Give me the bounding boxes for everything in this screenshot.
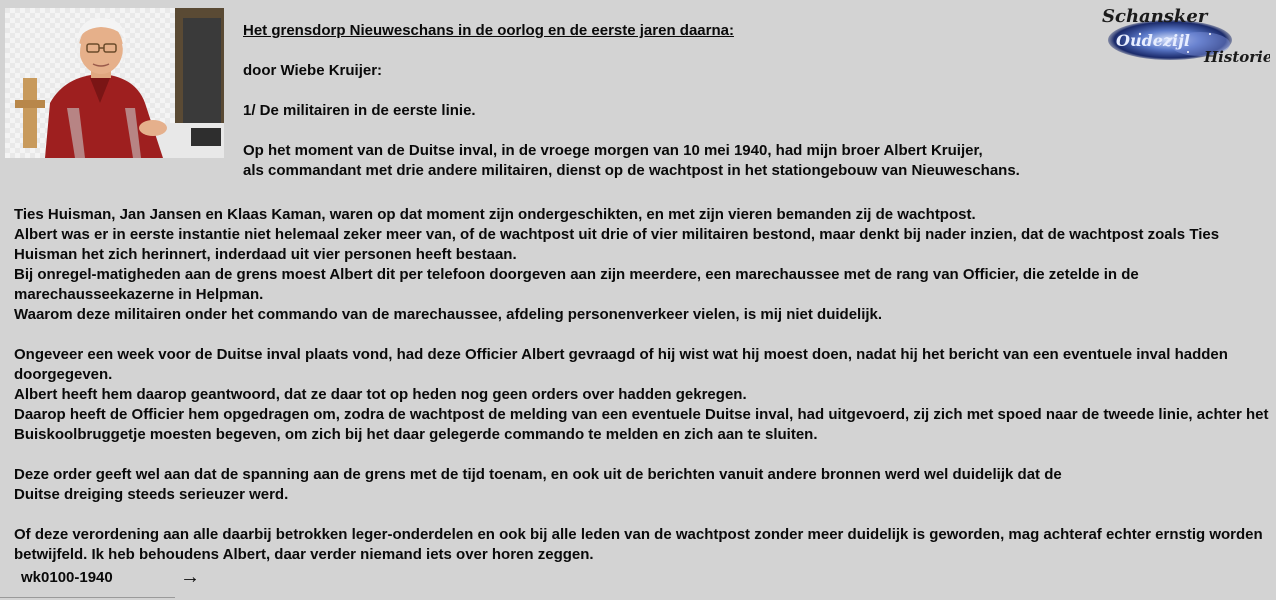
article-body — [14, 205, 1269, 565]
section-heading: 1/ De militairen in de eerste linie. — [243, 102, 476, 119]
paragraph-line: Albert heeft hem daarop geantwoord, dat ze daar tot op heden nog geen orders over hadden gekregen. — [14, 386, 747, 403]
right-arrow-icon[interactable]: → — [180, 566, 200, 588]
intro-line-1: Op het moment van de Duitse inval, in de vroege morgen van 10 mei 1940, had mijn broer Albert Kruijer, — [243, 142, 983, 159]
author-photo-drawing — [5, 8, 224, 158]
paragraph-line: Ongeveer een week voor de Duitse inval plaats vond, had deze Officier Albert gevraagd of hij wist wat hij moest doen, nadat hij het bericht van een eventuele inval hadden doorgegeven. — [14, 346, 1228, 383]
intro-line-2: als commandant met drie andere militairen, dienst op de wachtpost in het stationgebouw van Nieuweschans. — [243, 162, 1020, 179]
paragraph-line: Daarop heeft de Officier hem opgedragen om, zodra de wachtpost de melding van een eventuele Duitse inval, had uitgevoerd, zij zich met spoed naar de tweede linie, achter het Buiskoolbruggetje moesten begeven, om zich bij het daar gelegerde commando te melden en zich aan te sluiten. — [14, 406, 1269, 443]
paragraph-line: Duitse dreiging steeds serieuzer werd. — [14, 486, 289, 503]
article-title: Het grensdorp Nieuweschans in de oorlog en de eerste jaren daarna: — [243, 22, 734, 39]
page-footer — [21, 568, 321, 588]
paragraph-line: Deze order geeft wel aan dat de spanning aan de grens met de tijd toenam, en ook uit de berichten vanuit andere bronnen werd wel duidelijk dat de — [14, 466, 1062, 483]
paragraph-line: Ties Huisman, Jan Jansen en Klaas Kaman, waren op dat moment zijn ondergeschikten, en met zijn vieren bemanden zij de wachtpost. — [14, 206, 976, 223]
paragraph-line: Bij onregel-matigheden aan de grens moest Albert dit per telefoon doorgeven aan zijn meerdere, een marechaussee met de rang van Officier, die zetelde in de marechausseekazerne in Helpman. — [14, 266, 1139, 303]
divider — [0, 597, 175, 598]
author-photo — [5, 8, 224, 158]
paragraph-line: Albert was er in eerste instantie niet helemaal zeker meer van, of de wachtpost uit drie of vier militairen bestond, maar denkt bij nader inzien, dat de wachtpost zoals Ties Huisman het zich herinnert, inderdaad uit vier personen heeft bestaan. — [14, 226, 1220, 263]
page-code: wk0100-1940 — [21, 569, 113, 586]
logo-text-1: Schansker — [1102, 6, 1208, 27]
logo-text-2: Oudezijl — [1116, 31, 1190, 50]
paragraph-line: Of deze verordening aan alle daarbij betrokken leger-onderdelen en ook bij alle leden van de wachtpost zonder meer duidelijk is geworden, mag achteraf echter ernstig worden betwijfeld. Ik heb behoudens Albert, daar verder niemand iets over horen zeggen. — [14, 526, 1263, 563]
article-author: door Wiebe Kruijer: — [243, 62, 383, 79]
paragraph-line: Waarom deze militairen onder het commando van de marechaussee, afdeling personenverkeer vielen, is mij niet duidelijk. — [14, 306, 883, 323]
article-header — [243, 21, 1243, 181]
logo-text-3: Historie — [1204, 48, 1270, 66]
